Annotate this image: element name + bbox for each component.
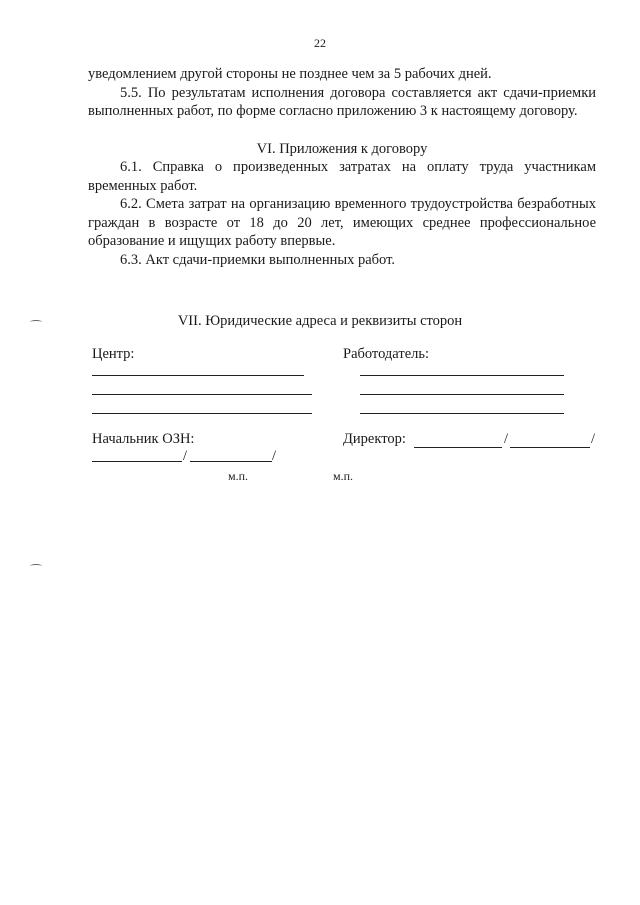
right-party-label: Работодатель:	[343, 346, 430, 362]
left-signature-line	[92, 461, 182, 462]
right-signer-label: Директор:	[343, 431, 406, 447]
right-requisites-line	[360, 394, 564, 395]
paragraph-continuation: уведомлением другой стороны не позднее чем за 5 рабочих дней.	[88, 66, 492, 82]
left-signature-separator: /	[183, 448, 188, 464]
right-signature-line	[414, 447, 502, 448]
right-requisites-line	[360, 375, 564, 376]
page-number: 22	[314, 36, 326, 50]
right-requisites-line	[360, 413, 564, 414]
section-7-title: VII. Юридические адреса и реквизиты сторон	[177, 313, 463, 329]
right-name-line	[510, 447, 590, 448]
item-6-2: 6.2. Смета затрат на организацию временного трудоустройства безработных граждан в возрасте от 18 до 20 лет, имеющих среднее профессиональное образование и ищущих работу впервые.	[88, 196, 596, 249]
left-party-label: Центр:	[92, 346, 135, 362]
right-signature-end: /	[591, 431, 596, 447]
left-signer-label: Начальник ОЗН:	[92, 431, 195, 447]
right-signature-separator: /	[504, 431, 509, 447]
section-6-title: VI. Приложения к договору	[256, 140, 428, 157]
right-stamp-place: м.п.	[333, 469, 354, 483]
left-signature-end: /	[272, 448, 277, 464]
left-name-line	[190, 461, 272, 462]
paragraph-5-5: 5.5. По результатам исполнения договора составляется акт сдачи-приемки выполненных работ, по форме согласно приложению 3 к настоящему договору.	[88, 84, 596, 119]
left-requisites-line	[92, 394, 312, 395]
left-requisites-line	[92, 413, 312, 414]
scan-artifact-mark	[30, 320, 42, 324]
left-requisites-line	[92, 375, 304, 376]
scan-artifact-mark	[30, 564, 42, 568]
item-6-1: 6.1. Справка о произведенных затратах на оплату труда участникам временных работ.	[88, 159, 596, 194]
item-6-3: 6.3. Акт сдачи-приемки выполненных работ.	[120, 251, 395, 268]
left-stamp-place: м.п.	[228, 469, 249, 483]
